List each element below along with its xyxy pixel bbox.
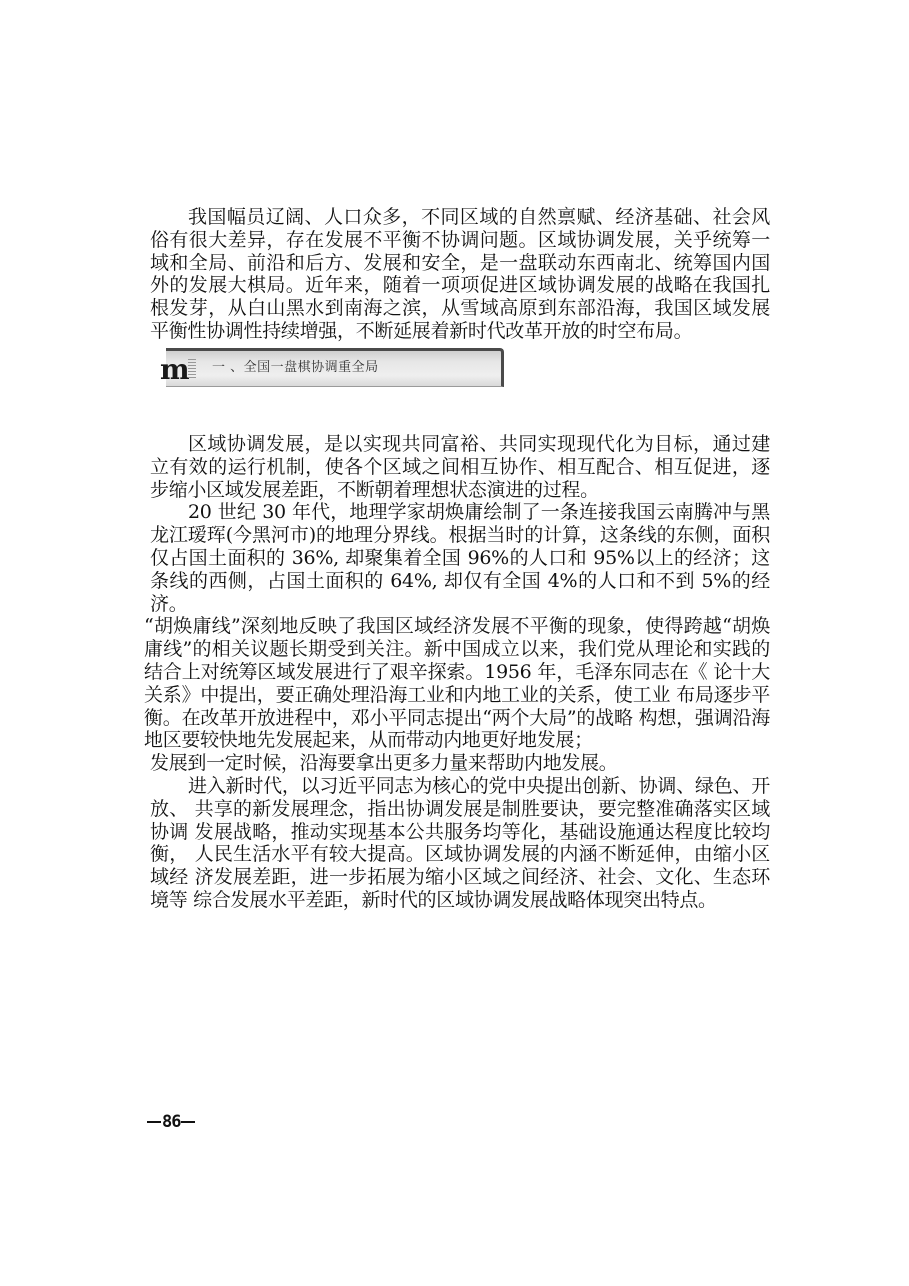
dash-left	[147, 1121, 161, 1123]
intro-section	[150, 206, 770, 343]
body-paragraph-1: 区域协调发展，是以实现共同富裕、共同实现现代化为目标，通过建 立有效的运行机制，使各个区域之间相互协作、相互配合、相互促进，逐 步缩小区域发展差距，不断朝着理想状态演进的过程。	[150, 433, 770, 501]
intro-paragraph: 我国幅员辽阔、人口众多，不同区域的自然禀赋、经济基础、社会风 俗有很大差异，存在发展不平衡不协调问题。区域协调发展，关乎统筹一 域和全局、前沿和后方、发展和安全，是一盘联动东西南北、统筹国内国 外的发展大棋局。近年来，随着一项项促进区域协调发展的战略在我国扎 根发芽，从白山黑水到南海之滨，从雪域高原到东部沿海，我国区域发展 平衡性协调性持续增强，不断延展着新时代改革开放的时空布局。	[150, 206, 770, 342]
body-paragraph-5: 进入新时代，以习近平同志为核心的党中央提出创新、协调、绿色、开放、 共享的新发展理念，指出协调发展是制胜要诀，要完整准确落实区域协调 发展战略，推动实现基本公共服务均等化，基础设施通达程度比较均衡， 人民生活水平有较大提高。区域协调发展的内涵不断延伸，由缩小区域经 济发展差距，进一步拓展为缩小区域之间经济、社会、文化、生态环境等 综合发展水平差距，新时代的区域协调发展战略体现突出特点。	[150, 774, 770, 911]
section-logo: m	[160, 353, 188, 386]
section-title: 一 、全国一盘棋协调重全局	[212, 360, 379, 375]
body-paragraph-4: 发展到一定时候，沿海要拿出更多力量来帮助内地发展。	[150, 752, 618, 775]
body-paragraph-2: 20 世纪 30 年代，地理学家胡焕庸绘制了一条连接我国云南腾冲与黑龙江瑷珲(今黑河市)的地理分界线。根据当时的计算，这条线的东侧，面积仅占国土面积的 36%, 却聚集着全国 96%的人口和 95%以上的经济；这条线的西侧，占国土面积的 64%, 却仅有全国 4%的人口和不到 5%的经济。	[150, 501, 770, 615]
decorative-dots	[188, 359, 196, 379]
body-paragraph-3: “胡焕庸线”深刻地反映了我国区域经济发展不平衡的现象，使得跨越“胡焕庸线”的相关议题长期受到关注。新中国成立以来，我们党从理论和实践的结合上对统筹区域发展进行了艰辛探索。1956 年，毛泽东同志在《 论十大关系》中提出，要正确处理沿海工业和内地工业的关系，使工业 布局逐步平衡。在改革开放进程中，邓小平同志提出“两个大局”的战略 构想，强调沿海地区要较快地先发展起来，从而带动内地更好地发展；	[144, 615, 770, 752]
page-number	[146, 1112, 196, 1132]
body-section	[144, 433, 770, 912]
section-heading-banner	[160, 348, 504, 387]
page-number-value: 86	[162, 1112, 181, 1132]
dash-right	[181, 1121, 195, 1123]
